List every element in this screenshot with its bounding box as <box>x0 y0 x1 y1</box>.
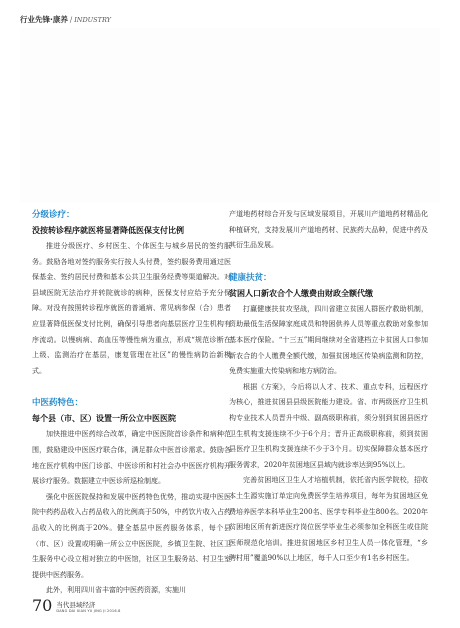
left-column <box>32 207 231 599</box>
heading-poverty-insurance: 贫困人口新农合个人缴费由财政全额代缴 <box>229 288 373 298</box>
body-paragraph: 打赢健康扶贫攻坚战，四川省建立贫困人群医疗救助机制，资助最低生活保障家庭成员和特困供养人员等重点救助对象参加基本医疗保险。“十三五”期间继续对全省建档立卡贫困人口参加新农合的个人缴费全额代缴，加强贫困地区传染病监测和防控，免费实施重大传染病和地方病防治。 <box>229 304 428 376</box>
magazine-title-pinyin: DANG DAI XIAN YU JING JI 2016.8 <box>56 609 121 613</box>
subtitle-health-poverty: 健康扶贫： <box>229 272 272 283</box>
section-label-en: INDUSTRY <box>74 16 111 24</box>
page-number: 70 <box>32 596 53 615</box>
magazine-name <box>56 601 120 614</box>
heading-referral-policy: 没按转诊程序就医将显著降低医保支付比例 <box>32 226 184 235</box>
subtitle-tcm: 中医药特色： <box>32 398 84 409</box>
page-header <box>20 14 111 25</box>
right-column <box>229 207 428 567</box>
section-separator: / <box>69 16 73 24</box>
body-paragraph: 完善贫困地区卫生人才培植机制，依托省内医学院校，招收本土生源实施订单定向免费医学生培养项目，每年为贫困地区免费培养医学本科毕业生200名、医学专科毕业生800名。2020年贫困地区所有新进医疗岗位医学毕业生必须参加全科医生或住院医师规范化培训。推进贫困地区乡村卫生人员一体化管理，“乡聘村用”覆盖90%以上地区，每千人口至少有1名乡村医生。 <box>229 476 428 563</box>
page-footer <box>32 598 121 614</box>
magazine-title-cn: 当代县域经济 <box>56 601 96 609</box>
body-paragraph: 根据《方案》，今后将以人才、技术、重点专科，远程医疗为核心，推进贫困县县级医院能力建设。省、市两级医疗卫生机构专业技术人员晋升中级、副高级职称前，须分别到贫困县医疗卫生机构支援连续不少于6个月；晋升正高级职称前，须到贫困县医疗卫生机构支援连续不少于3个月。切实保障群众基本医疗服务需求，2020年贫困地区县域内就诊率达到95%以上。 <box>229 382 428 469</box>
body-paragraph: 推进分级医疗、乡村医生、个体医生与城乡居民的签约服务。鼓励各地对签约服务实行按人头付费，签约服务费用通过医保基金、签约居民付费和基本公共卫生服务经费等渠道解决。对县域医院无法治疗并转院就诊的病种，医保支付应给予充分保障。对没有按照转诊程序就医的普通病、常见病参保（合）患者应显著降低医保支付比例，确保引导患者向基层医疗卫生机构有序流动。以慢病病、高血压等慢性病为重点，形成“规范诊断在上级、监测治疗在基层，康复管理在社区”的慢性病防治新模式。 <box>32 242 231 375</box>
section-label: 行业先锋·康养 <box>20 15 68 24</box>
body-paragraph: 此外，利用四川省丰富的中医药资源，实施川 <box>46 586 186 595</box>
subtitle-tiered-diagnosis: 分级诊疗： <box>32 210 75 220</box>
body-paragraph: 产道地药材综合开发与区域发展项目，开展川产道地药材精品化种植研究，支持发展川产道地药材、民族药大品种，促进中药及其衍生品发展。 <box>229 210 428 250</box>
body-paragraph: 加快推进中医药综合改革，确定中医医院首诊条件和病种范围，鼓励建设中医医疗联合体，满足群众中医首诊需求。鼓励各地在医疗机构中医门诊部、中医诊所和村社会办中医医疗机构开展诊疗服务。数据建立中医诊所巡检制度。 <box>32 430 231 486</box>
heading-tcm-hospital: 每个县（市、区）设置一所公立中医医院 <box>32 414 176 424</box>
top-image-area <box>20 28 440 203</box>
body-paragraph: 强化中医医院保持和发展中医药特色优势，推动实现中医医院中药药品收入占药品收入的比例高于50%，中药饮片收入占药品收入的比例高于20%。健全基层中医药服务体系，每个县（市、区）设置或明确一所公立中医医院，乡镇卫生院、社区卫生服务中心设立相对独立的中医馆，社区卫生服务站、村卫生室提供中医药服务。 <box>32 492 231 579</box>
